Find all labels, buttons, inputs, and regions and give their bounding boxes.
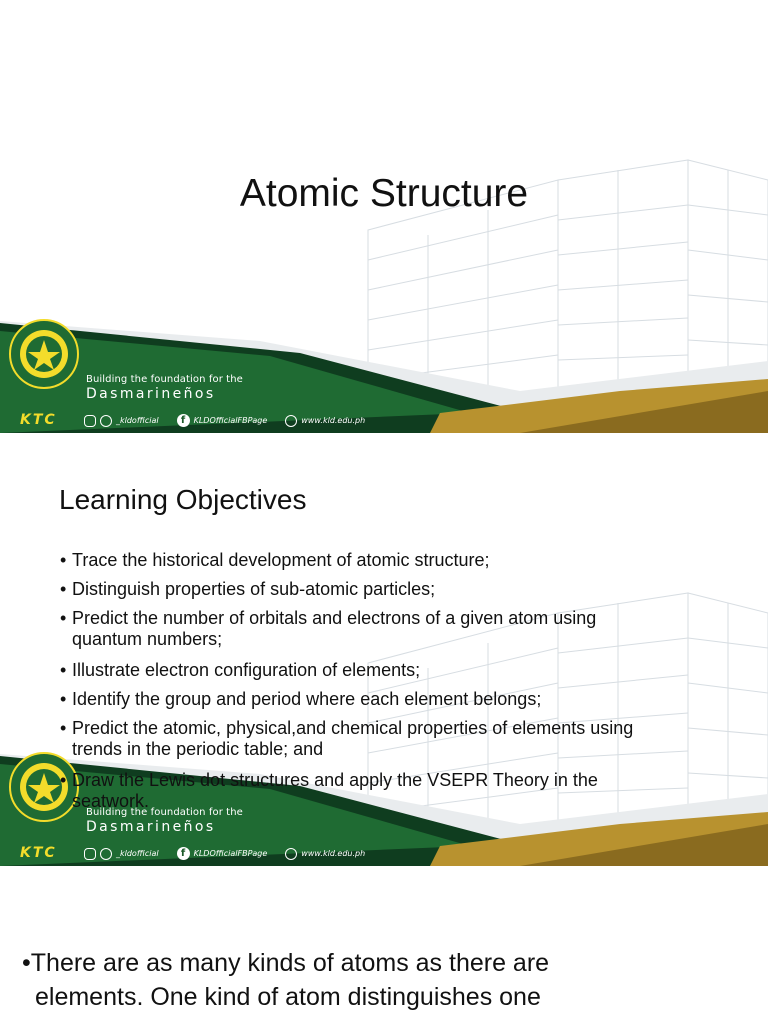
instagram-handle[interactable]: _kldofficial	[116, 416, 159, 425]
globe-icon	[285, 415, 297, 427]
objective-item: • Distinguish properties of sub-atomic particles;	[60, 579, 436, 599]
ktc-logo: KTC	[20, 412, 57, 428]
instagram-icon	[84, 415, 96, 427]
body-line: elements. One kind of atom distinguishes one	[35, 983, 541, 1011]
footer-brand: Dasmarineños	[86, 819, 216, 835]
slide-1	[0, 0, 768, 433]
slide-3	[0, 866, 768, 1024]
twitter-icon	[100, 848, 112, 860]
globe-icon	[285, 848, 297, 860]
instagram-handle[interactable]: _kldofficial	[116, 849, 159, 858]
objective-item: • Identify the group and period where each element belongs;	[60, 689, 542, 709]
footer-tagline: Building the foundation for the	[86, 807, 243, 818]
footer-social	[84, 414, 365, 427]
twitter-icon	[100, 415, 112, 427]
slide-heading: Learning Objectives	[59, 484, 307, 515]
footer-tagline: Building the foundation for the	[86, 374, 243, 385]
school-seal-logo	[8, 318, 80, 390]
ktc-logo: KTC	[20, 845, 57, 861]
footer-brand: Dasmarineños	[86, 386, 216, 402]
facebook-page[interactable]: KLDOfficialFBPage	[193, 849, 268, 858]
facebook-page[interactable]: KLDOfficialFBPage	[193, 416, 268, 425]
objective-item: • Trace the historical development of atomic structure;	[60, 550, 490, 570]
facebook-icon: f	[177, 414, 190, 427]
slide-body-text	[22, 946, 742, 1014]
objective-item: • Draw the Lewis dot structures and apply the VSEPR Theory in the seatwork.	[60, 770, 598, 811]
objective-item: • Illustrate electron configuration of elements;	[60, 660, 421, 680]
objective-item: • Predict the atomic, physical,and chemical properties of elements using trends in the periodic table; and	[60, 718, 634, 759]
objective-item: • Predict the number of orbitals and electrons of a given atom using quantum numbers;	[60, 608, 597, 649]
slide-title: Atomic Structure	[239, 172, 529, 215]
body-line: •There are as many kinds of atoms as there are	[22, 949, 550, 977]
footer-social	[84, 847, 365, 860]
website-link[interactable]: www.kld.edu.ph	[301, 416, 366, 425]
instagram-icon	[84, 848, 96, 860]
facebook-icon: f	[177, 847, 190, 860]
website-link[interactable]: www.kld.edu.ph	[301, 849, 366, 858]
